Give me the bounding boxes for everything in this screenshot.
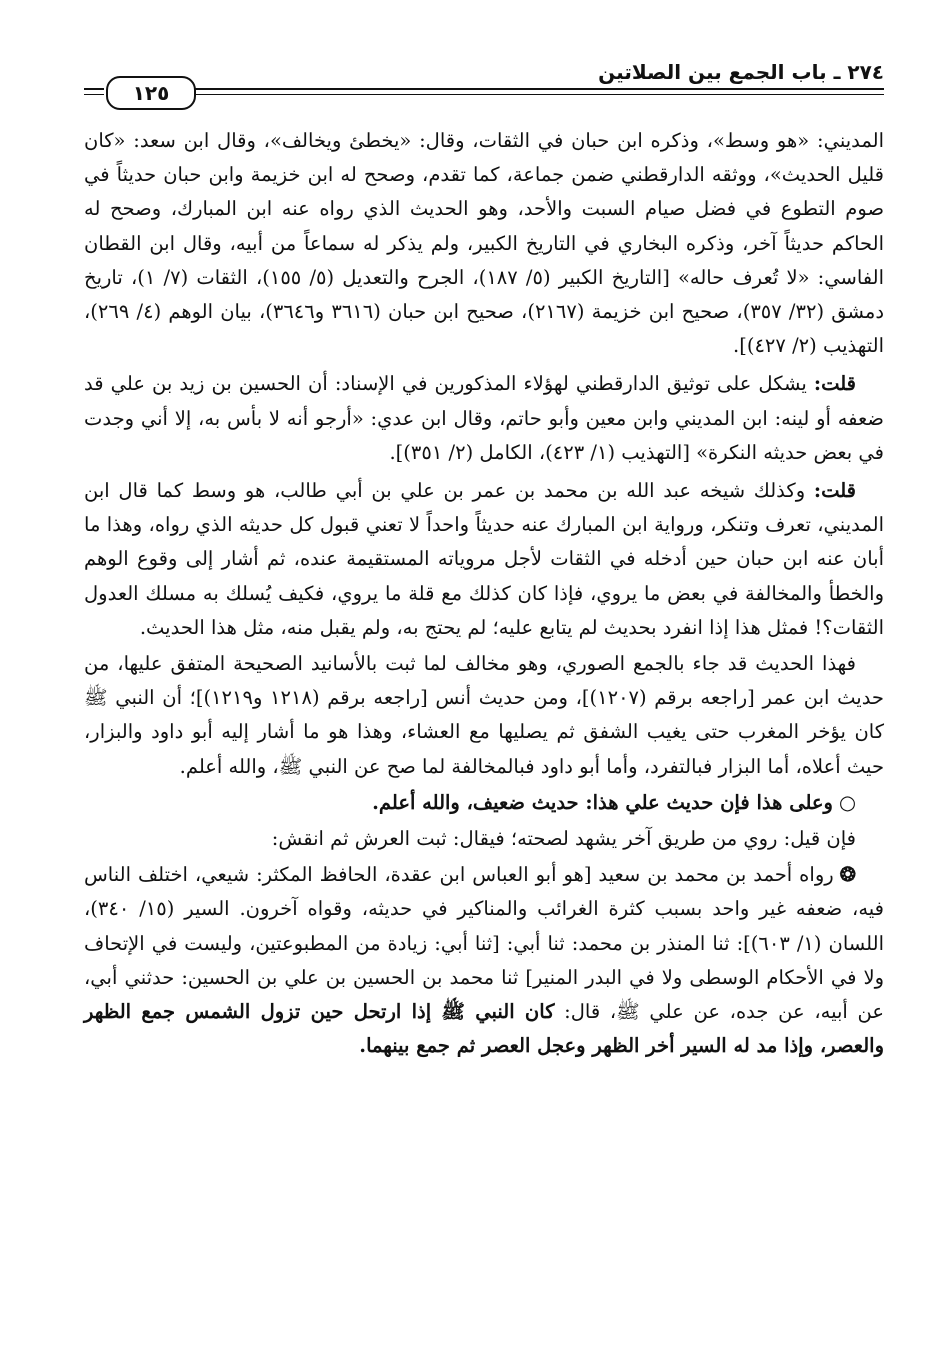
paragraph-3	[84, 474, 884, 645]
paragraph-1: المديني: «هو وسط»، وذكره ابن حبان في الثقات، وقال: «يخطئ ويخالف»، وقال ابن سعد: «كان قليل الحديث»، ووثقه الدارقطني ضمن جماعة، كما تقدم، وصحح له ابن خزيمة وابن حبان حديثاً في صوم التطوع في فضل صيام السبت والأحد، وهو الحديث الذي رواه عنه ابن المبارك، وصحح له الحاكم حديثاً آخر، وذكره البخاري في التاريخ الكبير، ولم يذكر له سماعاً من أبيه، وقال ابن القطان الفاسي: «لا تُعرف حاله» [التاريخ الكبير (٥/ ١٨٧)، الجرح والتعديل (٥/ ١٥٥)، الثقات (٧/ ١)، تاريخ دمشق (٣٢/ ٣٥٧)، صحيح ابن خزيمة (٢١٦٧)، صحيح ابن حبان (٣٦١٦ و٣٦٤٦)، بيان الوهم (٤/ ٢٦٩)، التهذيب (٢/ ٤٢٧)].	[84, 129, 885, 358]
paragraph-3-text: وكذلك شيخه عبد الله بن محمد بن عمر بن علي بن أبي طالب، هو وسط كما قال ابن المديني، تعرف وتنكر، ورواية ابن المبارك عنه حديثاً واحداً لا تعني قبول كل حديثه الذي رواه، وهذا ما أبان عنه ابن حبان حين أدخله في الثقات لأجل مروياته المستقيمة عنده، ثم أشار إلى وقوع الوهم والخطأ والمخالفة في بعض ما يروي، فإذا كان كذلك مع قلة ما يروي، فكيف يُسلك به مسلك العدول الثقات؟! فمثل هذا إذا انفرد بحديث لم يتابع عليه؛ لم يحتج به، ولم يقبل منه، مثل هذا الحديث.	[84, 479, 884, 639]
verdict-text: وعلى هذا فإن حديث علي هذا: حديث ضعيف، والله أعلم.	[372, 790, 833, 814]
header-rule-bottom	[194, 94, 884, 95]
paragraph-6: فإن قيل: روي من طريق آخر يشهد لصحته؛ فيقال: ثبت العرش ثم انقش:	[271, 827, 856, 851]
body-text	[84, 124, 884, 1065]
paragraph-7-text: رواه أحمد بن محمد بن سعيد [هو أبو العباس ابن عقدة، الحافظ المكثر: شيعي، اختلف الناس فيه، ضعفه غير واحد بسبب كثرة الغرائب والمناكير في حديثه، وقواه آخرون. السير (١٥/ ٣٤٠)، اللسان (١/ ٦٠٣)]: ثنا المنذر بن محمد: ثنا أبي: [ثنا أبي: زيادة من المطبوعتين، وليست في الإتحاف ولا في الأحكام الوسطى ولا في البدر المنير] ثنا محمد بن الحسين بن علي بن الحسين: حدثني أبي، عن أبيه، عن جده، عن علي ﷺ، قال:	[84, 863, 884, 1024]
page-header	[84, 52, 884, 112]
paragraph-4: فهذا الحديث قد جاء بالجمع الصوري، وهو مخالف لما ثبت بالأسانيد الصحيحة المتفق عليها، من حديث ابن عمر [راجعه برقم (١٢٠٧)]، ومن حديث أنس [راجعه برقم (١٢١٨ و١٢١٩)]؛ أن النبي ﷺ كان يؤخر المغرب حتى يغيب الشفق ثم يصليها مع العشاء، وهذا هو ما أشار إليه أبو داود والبزار، حيث أعلاه، أما البزار فبالتفرد، وأما أبو داود فبالمخالفة لما صح عن النبي ﷺ، والله أعلم.	[84, 652, 884, 778]
running-title: ٢٧٤ ـ باب الجمع بين الصلاتين	[598, 60, 884, 84]
paragraph-2-text: يشكل على توثيق الدارقطني لهؤلاء المذكورين في الإسناد: أن الحسين بن زيد بن علي قد ضعفه أو لينه: ابن المديني وابن معين وأبو حاتم، وقال ابن عدي: «أرجو أنه لا بأس به، إلا أني وجدت في بعض حديثه النكرة» [التهذيب (١/ ٤٢٣)، الكامل (٢/ ٣٥١)].	[84, 372, 884, 464]
circle-bullet-icon: ○	[838, 790, 856, 814]
header-rule-left-bottom	[84, 94, 104, 95]
page-number-badge	[106, 76, 196, 110]
paragraph-2	[84, 367, 884, 470]
page-number: ١٢٥	[132, 81, 170, 105]
header-rule-top	[194, 88, 884, 90]
paragraph-7	[84, 858, 884, 1063]
header-rule-left-top	[84, 88, 104, 90]
paragraph-5	[84, 786, 884, 820]
ornament-bullet-icon: ❂	[839, 863, 856, 887]
note-label: قلت:	[813, 372, 856, 396]
note-label: قلت:	[813, 479, 856, 503]
hadith-text: كان النبي ﷺ إذا ارتحل حين تزول الشمس جمع الظهر والعصر، وإذا مد له السير أخر الظهر وعجل العصر ثم جمع بينهما.	[84, 1000, 884, 1058]
